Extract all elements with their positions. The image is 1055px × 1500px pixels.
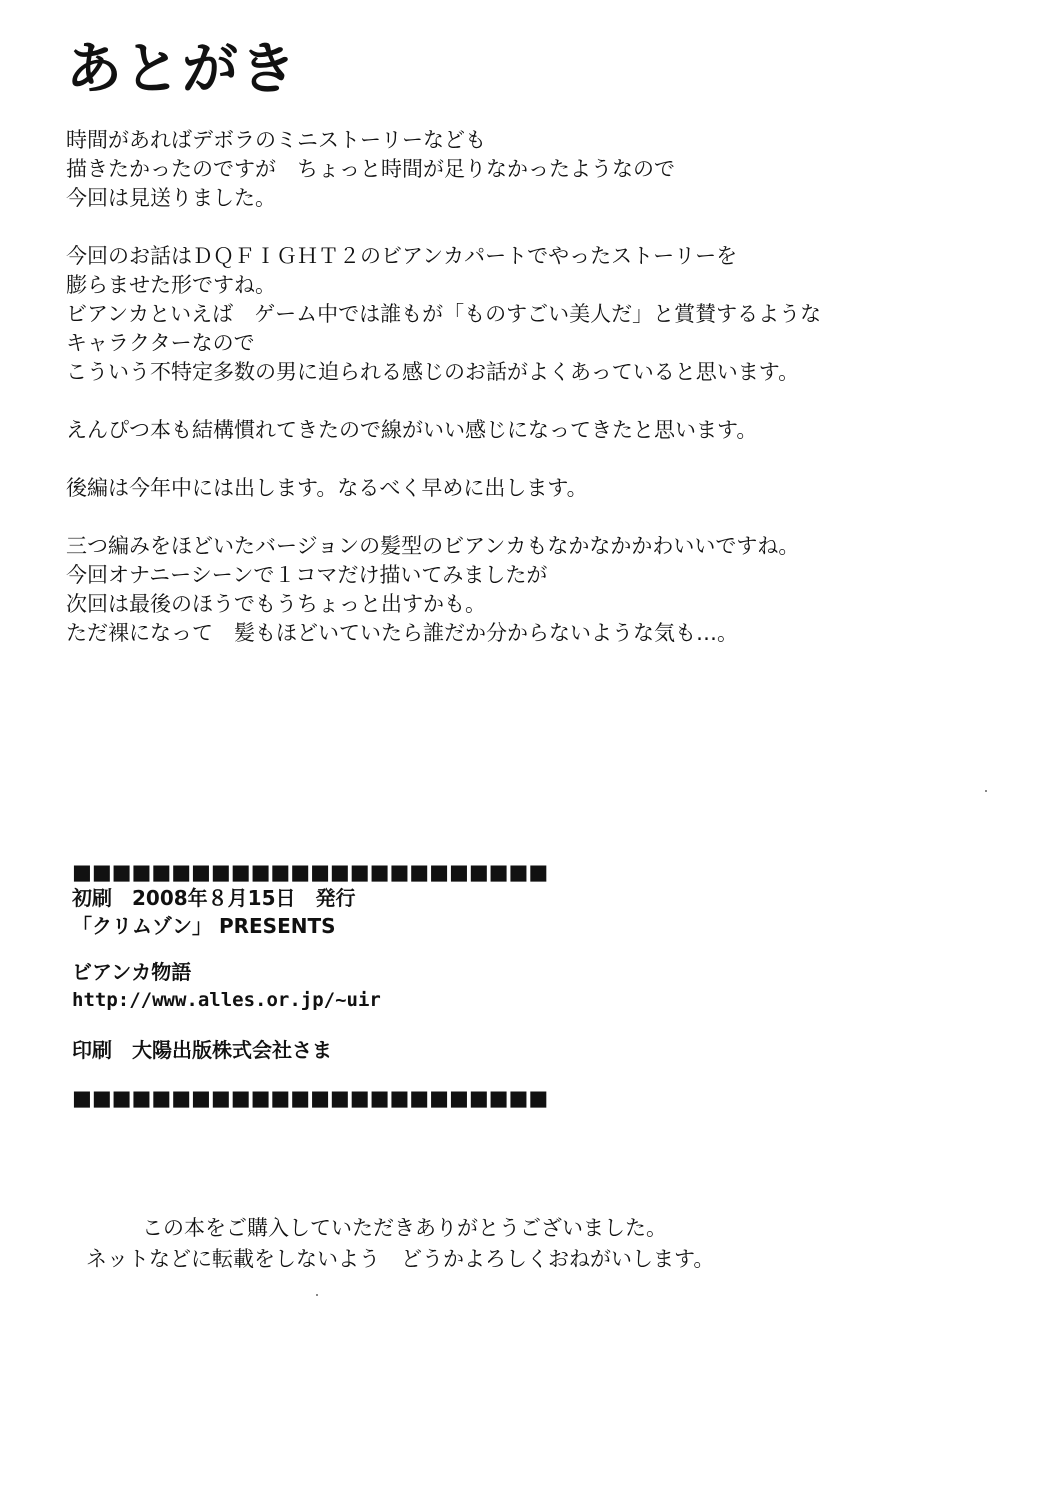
text-line: 時間があればデボラのミニストーリーなども xyxy=(66,128,486,152)
afterword-heading: あとがき xyxy=(66,37,298,102)
text-line: えんぴつ本も結構慣れてきたので線がいい感じになってきたと思います。 xyxy=(66,418,758,442)
book-title: ビアンカ物語 xyxy=(72,960,192,984)
thanks-note xyxy=(86,1213,714,1275)
text-line: 次回は最後のほうでもうちょっと出すかも。 xyxy=(66,592,486,616)
colophon-divider-bottom: ■■■■■■■■■■■■■■■■■■■■■■■■ xyxy=(72,1086,549,1110)
text-line: ビアンカといえば ゲーム中では誰もが「ものすごい美人だ」と賞賛するような xyxy=(66,302,822,326)
paragraph xyxy=(66,416,1026,445)
paragraph xyxy=(66,126,1026,213)
thanks-line: この本をご購入していただきありがとうございました。 xyxy=(142,1216,667,1240)
colophon-divider-top: ■■■■■■■■■■■■■■■■■■■■■■■■ xyxy=(72,860,549,884)
text-line: 膨らませた形ですね。 xyxy=(66,273,276,297)
text-line: 描きたかったのですが ちょっと時間が足りなかったようなので xyxy=(66,157,675,181)
paragraph xyxy=(66,242,1026,387)
text-line: こういう不特定多数の男に迫られる感じのお話がよくあっていると思います。 xyxy=(66,360,800,384)
text-line: 三つ編みをほどいたバージョンの髪型のビアンカもなかなかかわいいですね。 xyxy=(66,534,800,558)
colophon xyxy=(72,860,772,1110)
text-line: 今回オナニーシーンで１コマだけ描いてみましたが xyxy=(66,563,548,587)
printer-credit: 印刷 大陽出版株式会社さま xyxy=(72,1038,332,1062)
first-printing-date: 初刷 2008年８月15日 発行 xyxy=(72,886,356,910)
paragraph xyxy=(66,474,1026,503)
scan-speck xyxy=(316,1294,318,1296)
notice-line: ネットなどに転載をしないよう どうかよろしくおねがいします。 xyxy=(86,1247,715,1271)
afterword-body xyxy=(66,126,1026,677)
text-line: 今回のお話はＤＱＦＩＧＨＴ２のビアンカパートでやったストーリーを xyxy=(66,244,738,268)
text-line: キャラクターなので xyxy=(66,331,255,355)
circle-presents: 「クリムゾン」 PRESENTS xyxy=(72,914,336,938)
text-line: 今回は見送りました。 xyxy=(66,186,276,210)
website-url: http://www.alles.or.jp/~uir xyxy=(72,989,381,1011)
text-line: ただ裸になって 髪もほどいていたら誰だか分からないような気も…。 xyxy=(66,621,738,645)
paragraph xyxy=(66,532,1026,648)
text-line: 後編は今年中には出します。なるべく早めに出します。 xyxy=(66,476,588,500)
scan-speck xyxy=(985,790,987,792)
